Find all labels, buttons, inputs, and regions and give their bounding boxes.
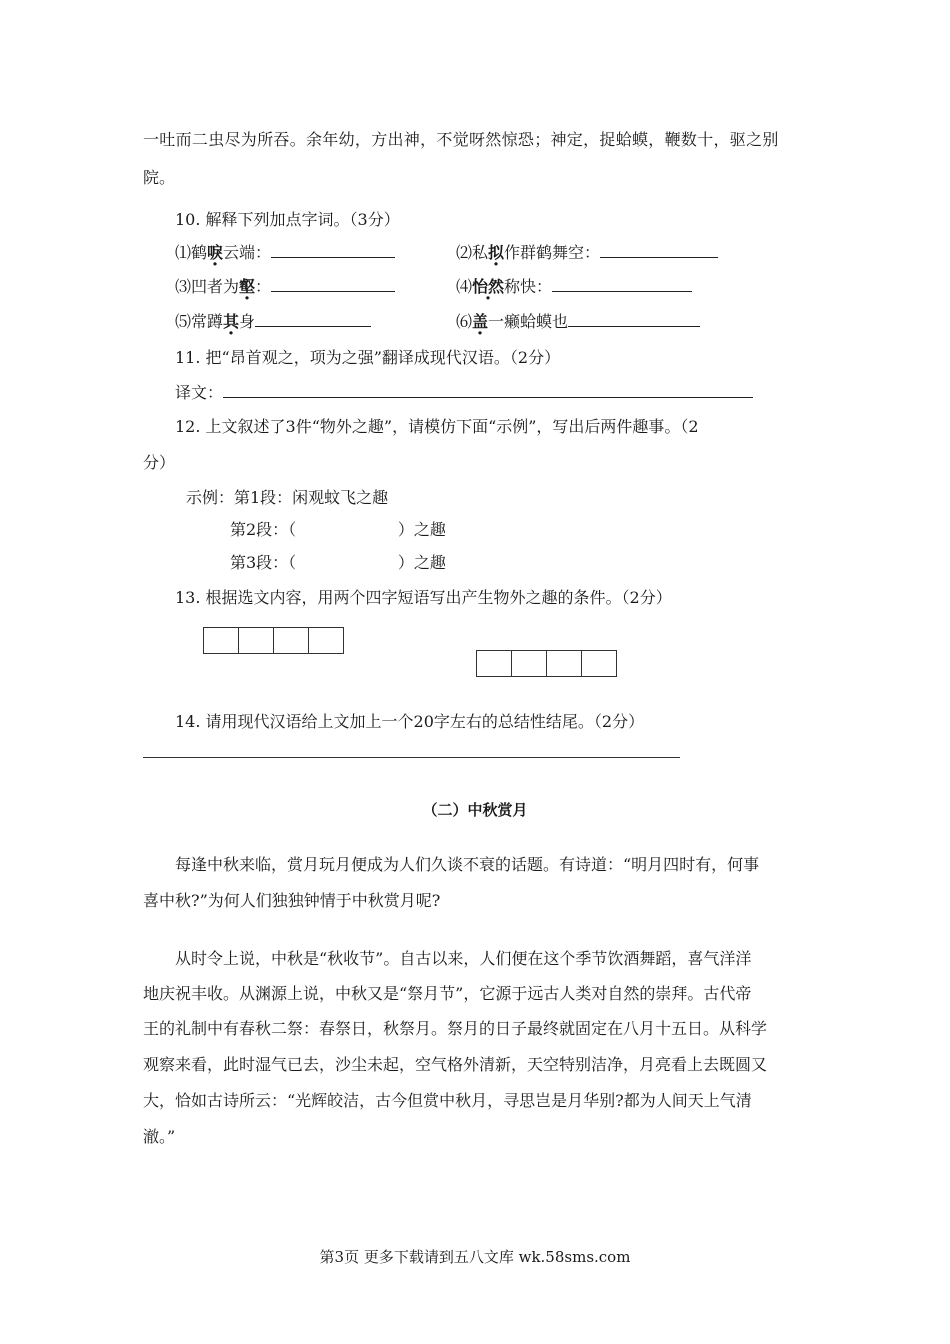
paragraph-line: 观察来看，此时湿气已去，沙尘未起，空气格外清新，天空特别洁净，月亮看上去既圆又: [143, 1055, 768, 1074]
dotted-word: 怡然: [472, 277, 505, 296]
paragraph-line: 每逢中秋来临，赏月玩月便成为人们久谈不衰的话题。有诗道：“明月四时有，何事: [175, 855, 760, 874]
q10-item-4: [456, 274, 692, 297]
char-box[interactable]: [512, 651, 547, 676]
item-number: ⑵: [456, 243, 473, 262]
item-number: ⑸: [175, 312, 192, 331]
page-footer: 第3页 更多下载请到五八文库 wk.58sms.com: [319, 1248, 631, 1266]
paragraph-line: 澈。”: [143, 1127, 176, 1146]
char-box[interactable]: [309, 628, 343, 653]
item-text: 一癞蛤蟆也: [488, 312, 569, 331]
passage-line: 一吐而二虫尽为所吞。余年幼，方出神，不觉呀然惊恐；神定，捉蛤蟆，鞭数十，驱之别: [143, 130, 779, 149]
answer-blank[interactable]: [271, 241, 395, 258]
q10-item-2: [456, 240, 718, 263]
item-text: 身: [239, 312, 256, 331]
answer-label: 译文：: [175, 383, 224, 402]
passage-line: 院。: [143, 168, 176, 187]
item-text: 鹤: [191, 243, 208, 262]
answer-blank[interactable]: [568, 310, 700, 327]
q13-answer-boxes-1[interactable]: [203, 627, 344, 654]
question-12-stem-cont: 分）: [143, 453, 176, 472]
item-text: 云端：: [223, 243, 272, 262]
item-text: 作群鹤舞空：: [504, 243, 601, 262]
question-12-stem: 12. 上文叙述了3件“物外之趣”，请模仿下面“示例”，写出后两件趣事。（2: [175, 417, 699, 436]
q10-item-6: [456, 309, 700, 332]
question-10-stem: 10. 解释下列加点字词。（3分）: [175, 210, 400, 229]
char-box[interactable]: [239, 628, 274, 653]
char-box[interactable]: [582, 651, 616, 676]
item-number: ⑷: [456, 277, 473, 296]
q10-item-1: [175, 240, 395, 263]
answer-blank[interactable]: [552, 275, 692, 292]
question-14-stem: 14. 请用现代汉语给上文加上一个20字左右的总结性结尾。（2分）: [175, 712, 645, 731]
paragraph-line: 从时令上说，中秋是“秋收节”。自古以来，人们便在这个季节饮酒舞蹈，喜气洋洋: [175, 949, 752, 968]
q13-answer-boxes-2[interactable]: [476, 650, 617, 677]
answer-blank[interactable]: [271, 275, 395, 292]
item-text: 称快：: [504, 277, 553, 296]
char-box[interactable]: [274, 628, 309, 653]
q12-example: 示例：第1段：闲观蚊飞之趣: [186, 488, 389, 507]
dotted-word: 拟: [488, 243, 505, 262]
item-number: ⑹: [456, 312, 473, 331]
q10-item-3: [175, 274, 395, 297]
paragraph-line: 喜中秋?”为何人们独独钟情于中秋赏月呢?: [143, 891, 441, 910]
char-box[interactable]: [477, 651, 512, 676]
dotted-word: 唳: [207, 243, 224, 262]
q12-para3-answer[interactable]: 第3段：（ ）之趣: [230, 553, 446, 572]
item-text: 私: [472, 243, 489, 262]
char-box[interactable]: [204, 628, 239, 653]
answer-blank[interactable]: [223, 381, 753, 398]
paragraph-line: 大，恰如古诗所云：“光辉皎洁，古今但赏中秋月，寻思岂是月华别?都为人间天上气清: [143, 1091, 752, 1110]
dotted-word: 盖: [472, 312, 489, 331]
dotted-word: 其: [223, 312, 240, 331]
item-text: 凹者为: [191, 277, 240, 296]
question-11-stem: 11. 把“昂首观之，项为之强”翻译成现代汉语。（2分）: [175, 348, 561, 367]
item-number: ⑶: [175, 277, 192, 296]
paragraph-line: 地庆祝丰收。从渊源上说，中秋又是“祭月节”，它源于远古人类对自然的崇拜。古代帝: [143, 984, 752, 1003]
q11-answer-row: [175, 380, 753, 403]
q10-item-5: [175, 309, 371, 332]
q12-para2-answer[interactable]: 第2段：（ ）之趣: [230, 520, 446, 539]
item-text: ：: [255, 277, 272, 296]
answer-blank[interactable]: [255, 310, 371, 327]
dotted-word: 壑: [239, 277, 256, 296]
paragraph-line: 王的礼制中有春秋二祭：春祭日，秋祭月。祭月的日子最终就固定在八月十五日。从科学: [143, 1019, 768, 1038]
char-box[interactable]: [547, 651, 582, 676]
item-number: ⑴: [175, 243, 192, 262]
question-13-stem: 13. 根据选文内容，用两个四字短语写出产生物外之趣的条件。（2分）: [175, 588, 672, 607]
item-text: 常蹲: [191, 312, 224, 331]
section-title: （二）中秋赏月: [422, 801, 528, 819]
answer-blank[interactable]: [600, 241, 718, 258]
q14-answer-line[interactable]: [143, 757, 680, 758]
